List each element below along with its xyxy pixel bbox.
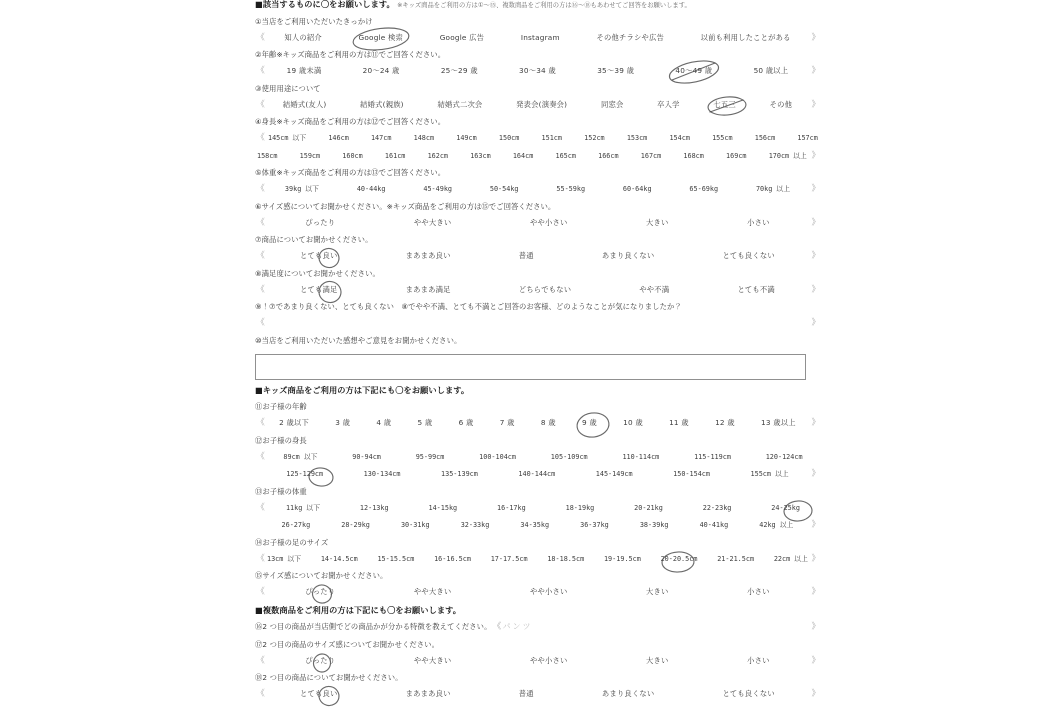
option-q18-3[interactable]: あまり良くない [601, 689, 655, 698]
option-q12-6[interactable]: 115-119cm [694, 452, 731, 461]
option-q13-13[interactable]: 36-37kg [580, 521, 609, 529]
option-q8-4[interactable]: とても不満 [737, 284, 775, 294]
option-q4-11[interactable]: 156cm [754, 134, 776, 142]
option-q4-1[interactable]: 146cm [328, 134, 349, 142]
question-10-answer-box[interactable] [255, 354, 806, 380]
option-q4-10[interactable]: 155cm [712, 134, 733, 142]
circle-mark-q12 [306, 466, 336, 488]
question-11-label-row [255, 403, 820, 419]
option-q15-0[interactable]: ぴったり [305, 588, 335, 595]
question-4-label: 身長 [261, 117, 277, 126]
bracket-right: 》 [811, 587, 820, 597]
question-18-label: 2 つ目の商品についてお聞かせください。 [262, 673, 403, 682]
option-q11-11[interactable]: 13 歳以上 [761, 418, 796, 427]
bracket-left: 《 [256, 99, 265, 110]
option-q11-3[interactable]: 5 歳 [417, 418, 433, 427]
option-q17-0[interactable]: ぴったり [305, 657, 335, 664]
question-10-label-row [255, 337, 820, 353]
section2-heading-row [255, 386, 820, 404]
question-1-options [255, 34, 820, 52]
option-q17-4[interactable]: 小さい [747, 655, 770, 665]
option-q3-5[interactable]: 卒入学 [657, 99, 680, 109]
option-q1-2[interactable]: Google 広告 [439, 32, 485, 42]
option-q11-9[interactable]: 11 歳 [669, 418, 689, 427]
option-q17-3[interactable]: 大きい [646, 655, 669, 665]
option-q12-10[interactable]: 135-139cm [441, 470, 478, 478]
option-q18-2[interactable]: 普通 [518, 689, 534, 698]
option-q3-6[interactable]: 七五三 [713, 101, 736, 108]
bracket-right: 》 [811, 150, 820, 161]
question-13-options-row2 [255, 521, 820, 539]
bracket-left: 《 [256, 587, 265, 597]
question-7-label-row [255, 236, 820, 252]
bracket-left: 《 [256, 451, 265, 462]
option-q13-10[interactable]: 30-31kg [400, 521, 430, 529]
option-q7-1[interactable]: まあまあ良い [405, 251, 451, 260]
section1-heading-note: ※キッズ商品をご利用の方は①～⑮、複数商品をご利用の方は⑯～⑱もあわせてご回答をお願いします。 [397, 2, 691, 9]
option-q4-3[interactable]: 148cm [413, 134, 435, 142]
option-q14-9[interactable]: 22cm 以上 [773, 554, 808, 563]
option-q1-0[interactable]: 知人の紹介 [284, 32, 322, 42]
question-16-label: 2 つ目の商品が当店側でどの商品かが分かる特徴を教えてください。 [262, 622, 492, 631]
option-q5-4[interactable]: 55-59kg [556, 185, 586, 193]
question-17-label: 2 つ目の商品のサイズ感についてお聞かせください。 [262, 639, 439, 649]
option-q4-25[interactable]: 170cm 以上 [768, 151, 807, 160]
bracket-left: 《 [256, 251, 265, 261]
bracket-right: 》 [811, 622, 820, 632]
option-q4-7[interactable]: 152cm [584, 134, 605, 142]
option-q15-1[interactable]: やや大きい [413, 587, 452, 596]
option-q6-3[interactable]: 大きい [646, 217, 669, 227]
option-q7-3[interactable]: あまり良くない [601, 251, 655, 260]
option-q6-4[interactable]: 小さい [747, 217, 770, 227]
option-q4-2[interactable]: 147cm [370, 134, 392, 142]
question-12-label-row [255, 437, 820, 453]
option-q12-11[interactable]: 140-144cm [518, 470, 556, 478]
option-q12-5[interactable]: 110-114cm [622, 452, 660, 461]
bracket-right: 》 [811, 689, 820, 699]
question-9-number: ⑨ [255, 302, 262, 311]
question-18-options [255, 690, 820, 708]
option-q13-0[interactable]: 11kg 以下 [285, 503, 321, 512]
option-q14-8[interactable]: 21-21.5cm [717, 554, 755, 563]
question-16-number: ⑯ [255, 622, 263, 631]
option-q4-12[interactable]: 157cm [797, 134, 818, 142]
option-q5-7[interactable]: 70kg 以上 [755, 185, 790, 193]
question-14-label-row [255, 539, 820, 555]
option-q4-20[interactable]: 165cm [555, 151, 576, 160]
bracket-left: 《 [256, 553, 265, 564]
question-2-note: ※キッズ商品をご利用の方は⑪でご回答ください。 [276, 50, 446, 59]
option-q7-0[interactable]: とても良い [300, 252, 337, 259]
option-q13-12[interactable]: 34-35kg [520, 521, 550, 529]
section1-heading-row [255, 0, 820, 18]
question-6-number: ⑥ [255, 201, 262, 211]
bracket-left: 《 [256, 66, 265, 76]
question-18-number: ⑱ [255, 673, 263, 682]
option-q13-14[interactable]: 38-39kg [639, 521, 669, 529]
bracket-right: 》 [811, 217, 820, 228]
bracket-left: 《 [256, 284, 265, 295]
option-q2-2[interactable]: 25～29 歳 [440, 66, 478, 75]
option-q13-16[interactable]: 42kg 以上 [759, 521, 794, 529]
bracket-left: 《 [492, 622, 502, 632]
question-14-options [255, 555, 820, 573]
option-q4-8[interactable]: 153cm [626, 134, 648, 142]
question-3-options [255, 101, 820, 119]
option-q12-1[interactable]: 90-94cm [352, 452, 381, 461]
bracket-right: 》 [811, 318, 820, 328]
question-15-label-row [255, 572, 820, 588]
bracket-left: 《 [256, 418, 265, 428]
bracket-right: 》 [811, 32, 820, 43]
option-q4-14[interactable]: 159cm [299, 151, 321, 160]
question-2-number: ② [255, 50, 262, 59]
bracket-right: 》 [811, 418, 820, 428]
option-q12-9[interactable]: 130-134cm [363, 470, 401, 478]
bracket-right: 》 [811, 251, 820, 261]
option-q15-3[interactable]: 大きい [646, 587, 669, 596]
option-q4-4[interactable]: 149cm [456, 134, 477, 142]
option-q4-0[interactable]: 145cm 以下 [268, 134, 307, 142]
question-3-number: ③ [255, 83, 262, 93]
question-11-number: ⑪ [255, 402, 263, 411]
bracket-right: 》 [811, 66, 820, 76]
option-q3-4[interactable]: 同窓会 [600, 99, 624, 109]
question-2-options [255, 67, 820, 85]
bracket-right: 》 [811, 469, 820, 479]
option-q3-1[interactable]: 結婚式(親族) [360, 99, 404, 109]
option-q1-1[interactable]: Google 検索 [359, 34, 403, 41]
question-9-answer-row [255, 319, 820, 337]
question-15-label: サイズ感についてお聞かせください。 [262, 571, 388, 580]
bracket-right: 》 [811, 655, 820, 666]
option-q11-0[interactable]: 2 歳以下 [279, 418, 309, 427]
option-q5-2[interactable]: 45-49kg [423, 185, 453, 193]
option-q13-7[interactable]: 24-25kg [771, 505, 800, 512]
option-q6-1[interactable]: やや大きい [413, 217, 452, 227]
option-q11-8[interactable]: 10 歳 [623, 418, 643, 427]
option-q12-3[interactable]: 100-104cm [479, 452, 516, 461]
option-q11-4[interactable]: 6 歳 [458, 418, 474, 427]
option-q7-2[interactable]: 普通 [518, 251, 534, 260]
survey-sheet [255, 0, 820, 708]
option-q12-8[interactable]: 125-129cm [286, 471, 323, 478]
option-q12-14[interactable]: 155cm 以上 [750, 470, 789, 478]
option-q4-18[interactable]: 163cm [470, 151, 491, 160]
option-q13-6[interactable]: 22-23kg [702, 503, 732, 512]
option-q17-1[interactable]: やや大きい [413, 655, 452, 665]
question-17-label-row [255, 641, 820, 657]
question-9-label-row [255, 303, 820, 319]
option-q5-5[interactable]: 60-64kg [622, 185, 652, 193]
section3-heading: ■複数商品をご利用の方は下記にも〇をお願いします。 [255, 604, 462, 615]
option-q5-6[interactable]: 65-69kg [689, 185, 719, 193]
option-q1-3[interactable]: Instagram [520, 32, 560, 42]
option-q11-2[interactable]: 4 歳 [376, 418, 392, 427]
bracket-right: 》 [811, 99, 820, 110]
option-q5-1[interactable]: 40-44kg [356, 185, 386, 193]
question-8-label-row [255, 270, 820, 286]
question-7-number: ⑦ [255, 235, 262, 244]
question-1-label: 当店をご利用いただいたきっかけ [261, 16, 373, 26]
option-q2-4[interactable]: 35～39 歳 [597, 66, 635, 75]
bracket-left: 《 [256, 689, 265, 699]
question-6-options [255, 219, 820, 237]
option-q1-4[interactable]: その他チラシや広告 [596, 32, 664, 42]
question-1-label-row [255, 18, 820, 34]
question-4-note: ※キッズ商品をご利用の方は⑫でご回答ください。 [276, 117, 446, 126]
question-13-number: ⑬ [255, 486, 263, 496]
circle-mark-q15 [310, 583, 334, 605]
option-q14-6[interactable]: 19-19.5cm [603, 554, 641, 563]
option-q1-5[interactable]: 以前も利用したことがある [700, 32, 791, 42]
option-q7-4[interactable]: とても良くない [722, 251, 775, 260]
question-5-label: 体重 [261, 168, 277, 177]
bracket-left: 《 [256, 184, 265, 194]
question-12-options-row2 [255, 470, 820, 488]
question-12-label: お子様の身長 [262, 435, 307, 445]
question-6-label: サイズ感についてお聞かせください。 [261, 201, 387, 211]
option-q3-7[interactable]: その他 [769, 99, 793, 109]
section3-heading-row [255, 606, 820, 624]
bracket-left: 《 [256, 655, 265, 666]
question-1-number: ① [255, 16, 262, 26]
option-q12-2[interactable]: 95-99cm [415, 452, 445, 461]
option-q8-2[interactable]: どちらでもない [518, 284, 572, 294]
option-q4-6[interactable]: 151cm [541, 134, 562, 142]
question-18-label-row [255, 674, 820, 690]
option-q13-3[interactable]: 16-17kg [497, 503, 526, 512]
question-5-options [255, 185, 820, 203]
bracket-left: 《 [256, 318, 265, 328]
option-q13-1[interactable]: 12-13kg [359, 503, 389, 512]
option-q2-5[interactable]: 40～49 歳 [675, 67, 712, 74]
question-7-label: 商品についてお聞かせください。 [261, 235, 373, 244]
question-8-options [255, 286, 820, 304]
option-q12-7[interactable]: 120-124cm [765, 452, 803, 461]
section2-heading: ■キッズ商品をご利用の方は下記にも〇をお願いします。 [255, 384, 470, 395]
option-q13-2[interactable]: 14-15kg [428, 503, 458, 512]
option-q4-16[interactable]: 161cm [384, 151, 406, 160]
question-16-row [255, 623, 820, 641]
question-6-note: ※キッズ商品をご利用の方は⑮でご回答ください。 [386, 201, 556, 211]
option-q14-7[interactable]: 20-20.5cm [661, 556, 698, 563]
option-q14-3[interactable]: 16-16.5cm [434, 554, 471, 563]
question-10-number: ⑩ [255, 335, 262, 345]
option-q13-8[interactable]: 26-27kg [281, 521, 311, 529]
question-2-label: 年齢 [261, 50, 277, 59]
bracket-right: 》 [811, 184, 820, 194]
option-q18-0[interactable]: とても良い [300, 690, 337, 697]
option-q13-5[interactable]: 20-21kg [634, 503, 663, 512]
option-q5-3[interactable]: 50-54kg [489, 185, 519, 193]
option-q11-7[interactable]: 9 歳 [582, 419, 597, 426]
option-q8-3[interactable]: やや不満 [639, 284, 670, 294]
option-q4-9[interactable]: 154cm [669, 134, 690, 142]
question-15-number: ⑮ [255, 571, 263, 580]
option-q18-1[interactable]: まあまあ良い [405, 689, 451, 698]
option-q11-6[interactable]: 8 歳 [540, 418, 556, 427]
bracket-right: 》 [811, 284, 820, 295]
option-q13-15[interactable]: 40-41kg [699, 521, 729, 529]
option-q11-5[interactable]: 7 歳 [499, 418, 515, 427]
question-14-number: ⑭ [255, 537, 263, 547]
option-q14-1[interactable]: 14-14.5cm [320, 554, 358, 563]
question-4-label-row [255, 118, 820, 134]
question-13-label-row [255, 488, 820, 504]
option-q2-6[interactable]: 50 歳以上 [753, 66, 789, 75]
option-q4-24[interactable]: 169cm [726, 151, 747, 160]
question-17-options [255, 657, 820, 675]
option-q12-4[interactable]: 105-109cm [550, 452, 588, 461]
question-5-number: ⑤ [255, 168, 262, 177]
option-q12-0[interactable]: 89cm 以下 [283, 452, 318, 461]
option-q3-2[interactable]: 結婚式二次会 [437, 99, 483, 109]
bracket-left: 《 [256, 32, 265, 43]
question-6-label-row [255, 203, 820, 219]
question-4-options-row1 [255, 134, 820, 152]
bracket-left: 《 [256, 133, 265, 143]
question-3-label: 使用用途について [261, 83, 321, 93]
question-11-label: お子様の年齢 [262, 402, 307, 411]
option-q12-12[interactable]: 145-149cm [595, 470, 633, 478]
question-17-number: ⑰ [255, 639, 263, 649]
option-q14-4[interactable]: 17-17.5cm [490, 554, 528, 563]
bracket-left: 《 [256, 217, 265, 228]
option-q2-1[interactable]: 20～24 歳 [362, 66, 400, 75]
question-7-options [255, 252, 820, 270]
option-q6-2[interactable]: やや小さい [529, 217, 568, 227]
option-q5-0[interactable]: 39kg 以下 [284, 185, 319, 193]
question-5-note: ※キッズ商品をご利用の方は⑬でご回答ください。 [276, 168, 446, 177]
bracket-left: 《 [256, 502, 265, 513]
option-q4-21[interactable]: 166cm [598, 151, 619, 160]
option-q6-0[interactable]: ぴったり [305, 217, 336, 227]
bracket-right: 》 [811, 520, 820, 530]
option-q11-1[interactable]: 3 歳 [335, 418, 351, 427]
question-11-options [255, 419, 820, 437]
question-10-label: 当店をご利用いただいた感想やご意見をお聞かせください。 [261, 335, 462, 345]
option-q13-11[interactable]: 32-33kg [460, 521, 490, 529]
option-q13-9[interactable]: 28-29kg [341, 521, 370, 529]
question-8-number: ⑧ [255, 268, 262, 278]
option-q4-13[interactable]: 158cm [257, 151, 278, 160]
option-q15-4[interactable]: 小さい [747, 587, 770, 596]
question-16-handwritten-answer[interactable]: パンツ [502, 622, 533, 631]
question-8-label: 満足度についてお聞かせください。 [261, 268, 380, 278]
option-q17-2[interactable]: やや小さい [529, 655, 568, 665]
option-q2-3[interactable]: 30～34 歳 [519, 66, 556, 75]
section1-heading: ■該当するものに〇をお願いします。 [255, 0, 395, 9]
option-q13-4[interactable]: 18-19kg [565, 503, 595, 512]
option-q3-3[interactable]: 発表会(演奏会) [516, 99, 568, 109]
option-q4-23[interactable]: 168cm [683, 151, 704, 160]
question-12-number: ⑫ [255, 435, 263, 445]
question-9-label: ！⑦であまり良くない、とても良くない ⑧でやや不満、とても不満とご回答のお客様、どのようなことが気になりましたか？ [261, 302, 682, 311]
option-q8-1[interactable]: まあまあ満足 [405, 284, 451, 294]
question-4-options-row2 [255, 152, 820, 170]
option-q4-22[interactable]: 167cm [640, 151, 662, 160]
question-13-options-row1 [255, 504, 820, 522]
option-q14-5[interactable]: 18-18.5cm [547, 554, 585, 563]
option-q4-5[interactable]: 150cm [498, 134, 520, 142]
option-q15-2[interactable]: やや小さい [529, 587, 568, 596]
question-2-label-row [255, 51, 820, 67]
option-q14-2[interactable]: 15-15.5cm [377, 554, 415, 563]
option-q14-0[interactable]: 13cm 以下 [267, 554, 302, 563]
question-5-label-row [255, 169, 820, 185]
question-4-number: ④ [255, 117, 262, 126]
option-q12-13[interactable]: 150-154cm [673, 470, 710, 478]
question-3-label-row [255, 85, 820, 101]
question-12-options-row1 [255, 453, 820, 471]
option-q4-15[interactable]: 160cm [342, 151, 363, 160]
option-q11-10[interactable]: 12 歳 [715, 418, 735, 427]
question-13-label: お子様の体重 [262, 486, 307, 496]
option-q4-17[interactable]: 162cm [427, 151, 449, 160]
option-q3-0[interactable]: 結婚式(友人) [282, 99, 327, 109]
option-q18-4[interactable]: とても良くない [722, 689, 775, 698]
question-15-options [255, 588, 820, 606]
question-14-label: お子様の足のサイズ [262, 537, 329, 547]
bracket-right: 》 [811, 553, 820, 564]
option-q4-19[interactable]: 164cm [512, 151, 534, 160]
option-q2-0[interactable]: 19 歳未満 [286, 66, 322, 75]
option-q8-0[interactable]: とても満足 [300, 286, 337, 293]
